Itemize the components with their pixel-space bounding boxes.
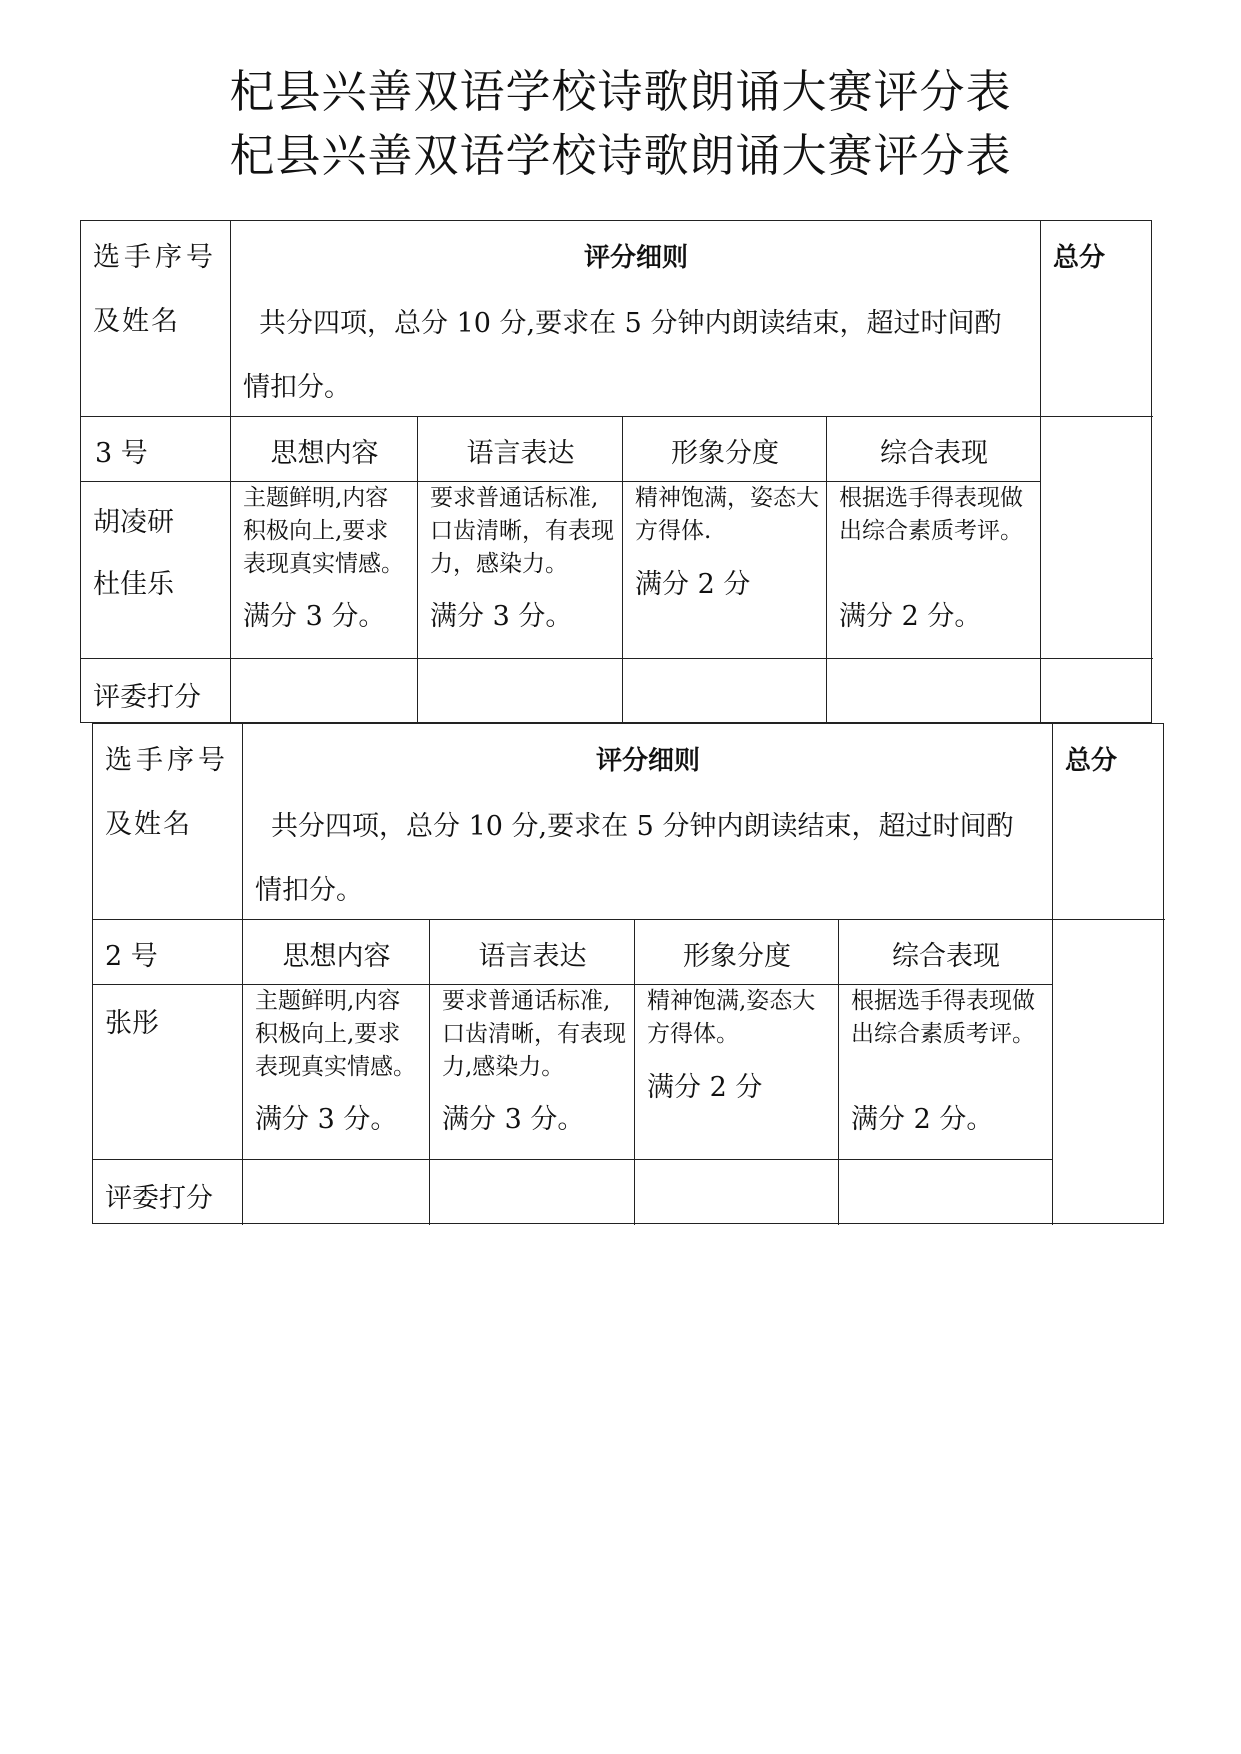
criterion-name-language: 语言表达 — [478, 941, 587, 972]
total-header-cell — [1053, 724, 1165, 920]
contestant-number: 2 号 — [105, 941, 158, 972]
criterion-max-score: 满分 2 分。 — [839, 601, 982, 632]
criterion-desc-image — [635, 985, 839, 1160]
criterion-max-score: 满分 3 分。 — [442, 1104, 585, 1135]
rules-text: 共分四项，总分 10 分,要求在 5 分钟内朗读结束，超过时间酌 — [271, 811, 1014, 842]
criterion-desc-text: 精神饱满，姿态大方得体. — [635, 485, 819, 544]
total-label: 总分 — [1065, 746, 1118, 776]
criterion-name-language: 语言表达 — [466, 438, 575, 469]
criterion-desc-text: 主题鲜明,内容积极向上,要求表现真实情感。 — [255, 988, 416, 1080]
criterion-desc-text: 根据选手得表现做出综合素质考评。 — [851, 988, 1035, 1047]
criterion-desc-content — [231, 482, 418, 659]
criterion-max-score: 满分 3 分。 — [255, 1104, 398, 1135]
criterion-desc-text: 主题鲜明,内容积极向上,要求表现真实情感。 — [243, 485, 404, 577]
judge-score-language[interactable] — [418, 659, 623, 724]
criterion-desc-overall — [839, 985, 1053, 1160]
criterion-name-content: 思想内容 — [270, 438, 379, 469]
contestant-label: 选手序号 — [93, 242, 217, 273]
criterion-name-content: 思想内容 — [282, 941, 391, 972]
criterion-max-score: 满分 3 分。 — [430, 601, 573, 632]
contestant-label-2: 及姓名 — [93, 306, 180, 337]
criterion-header-language — [430, 920, 635, 985]
judge-score-total[interactable] — [1041, 659, 1153, 724]
judge-score-content[interactable] — [231, 659, 418, 724]
judge-label: 评委打分 — [105, 1183, 213, 1214]
criterion-desc-text: 要求普通话标准,口齿清晰，有表现力,感染力。 — [442, 988, 626, 1080]
judge-score-overall[interactable] — [827, 659, 1041, 724]
total-score-cell[interactable] — [1041, 417, 1153, 659]
total-score-cell[interactable] — [1053, 920, 1165, 1225]
score-table-2 — [92, 723, 1164, 1224]
criterion-header-content — [243, 920, 430, 985]
criterion-header-content — [231, 417, 418, 482]
criterion-desc-text: 精神饱满,姿态大方得体。 — [647, 988, 816, 1047]
judge-score-language[interactable] — [430, 1160, 635, 1225]
number-cell — [81, 417, 231, 482]
criterion-desc-language — [430, 985, 635, 1160]
rules-text: 共分四项，总分 10 分,要求在 5 分钟内朗读结束，超过时间酌 — [259, 308, 1002, 339]
name-cell — [93, 985, 243, 1160]
criterion-name-overall: 综合表现 — [892, 941, 1000, 972]
judge-score-overall[interactable] — [839, 1160, 1053, 1225]
criterion-header-image — [635, 920, 839, 985]
contestant-name-2: 杜佳乐 — [93, 569, 174, 600]
judge-label-cell — [81, 659, 231, 724]
criterion-desc-text: 根据选手得表现做出综合素质考评。 — [839, 485, 1023, 544]
criterion-name-overall: 综合表现 — [880, 438, 988, 469]
criterion-header-overall — [827, 417, 1041, 482]
criterion-desc-content — [243, 985, 430, 1160]
rules-text-2: 情扣分。 — [243, 372, 351, 403]
number-cell — [93, 920, 243, 985]
judge-score-image[interactable] — [623, 659, 827, 724]
name-cell — [81, 482, 231, 659]
page-title: 杞县兴善双语学校诗歌朗诵大赛评分表 — [229, 65, 1012, 118]
rules-header-cell — [231, 221, 1041, 417]
criterion-max-score: 满分 2 分 — [635, 569, 751, 600]
criterion-max-score: 满分 2 分 — [647, 1072, 763, 1103]
contestant-label-2: 及姓名 — [105, 809, 192, 840]
criterion-name-image: 形象分度 — [683, 941, 791, 972]
page-title-duplicate: 杞县兴善双语学校诗歌朗诵大赛评分表 — [229, 129, 1012, 182]
score-table-1 — [80, 220, 1152, 723]
criterion-header-image — [623, 417, 827, 482]
criterion-max-score: 满分 3 分。 — [243, 601, 386, 632]
contestant-number: 3 号 — [95, 438, 148, 469]
criterion-name-image: 形象分度 — [671, 438, 779, 469]
criterion-header-language — [418, 417, 623, 482]
contestant-header-cell — [93, 724, 243, 920]
contestant-header-cell — [81, 221, 231, 417]
judge-score-image[interactable] — [635, 1160, 839, 1225]
judge-label-cell — [93, 1160, 243, 1225]
rules-title: 评分细则 — [583, 243, 688, 273]
rules-text-2: 情扣分。 — [255, 875, 363, 906]
criterion-desc-language — [418, 482, 623, 659]
criterion-desc-overall — [827, 482, 1041, 659]
contestant-name: 胡凌研 — [93, 507, 174, 538]
contestant-name: 张彤 — [105, 1008, 159, 1039]
total-header-cell — [1041, 221, 1153, 417]
rules-title: 评分细则 — [595, 746, 700, 776]
criterion-desc-image — [623, 482, 827, 659]
total-label: 总分 — [1053, 243, 1106, 273]
criterion-header-overall — [839, 920, 1053, 985]
contestant-label: 选手序号 — [105, 745, 229, 776]
judge-label: 评委打分 — [93, 682, 201, 713]
criterion-desc-text: 要求普通话标准,口齿清晰，有表现力，感染力。 — [430, 485, 614, 577]
rules-header-cell — [243, 724, 1053, 920]
criterion-max-score: 满分 2 分。 — [851, 1104, 994, 1135]
judge-score-content[interactable] — [243, 1160, 430, 1225]
